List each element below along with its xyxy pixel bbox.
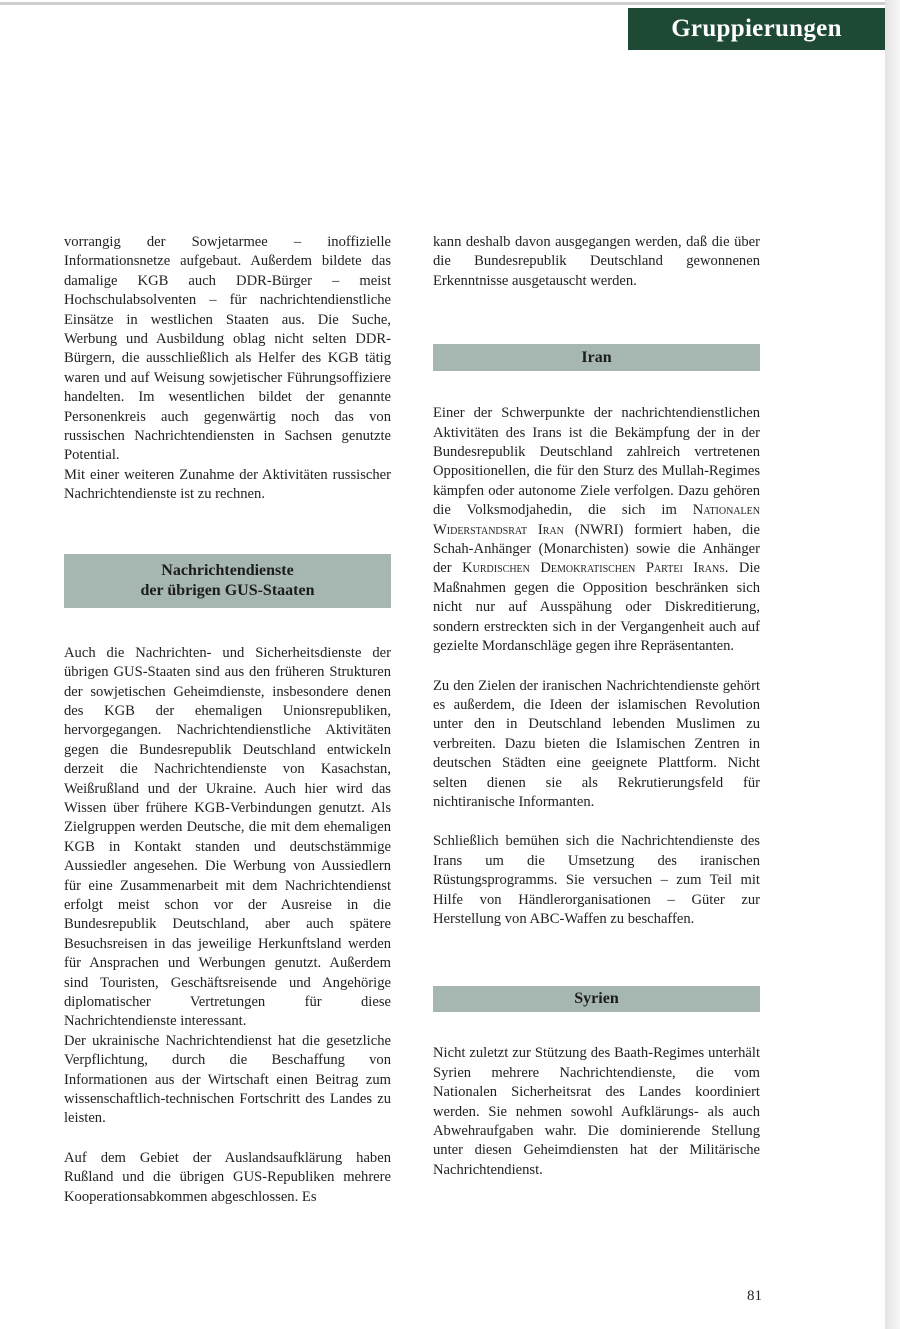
paragraph: Auf dem Gebiet der Auslandsaufklärung haben Rußland und die übrigen GUS-Republiken mehrere Kooperationsabkommen abgeschlossen. Es	[64, 1149, 391, 1205]
page-edge-shadow	[885, 0, 900, 1329]
section-heading-gus	[64, 554, 391, 608]
right-column	[433, 233, 760, 1180]
text-run: Einer der Schwerpunkte der nachrichtendienstlichen Aktivitäten des Irans ist die Bekämpfung der in der Bundesrepublik Deutschland zahlreich vertretenen Oppositionellen, die für den Sturz des Mullah-Regimes kämpfen oder autonome Ziele verfolgen. Dazu gehören die Volksmodjahedin, die sich im	[433, 405, 760, 519]
heading-line: der übrigen GUS-Staaten	[140, 581, 315, 599]
heading-line: Nachrichtendienste	[161, 561, 294, 579]
paragraph: kann deshalb davon ausgegangen werden, daß die über die Bundesrepublik Deutschland gewonnenen Erkenntnisse ausgetauscht werden.	[433, 234, 760, 289]
paragraph: Schließlich bemühen sich die Nachrichtendienste des Irans um die Umsetzung des iranischen Rüstungsprogramms. Sie versuchen – zum Teil mit Hilfe von Händlerorganisationen – Güter zur Herstellung von ABC-Waffen zu beschaffen.	[433, 833, 760, 927]
page-number: 81	[747, 1288, 762, 1304]
section-title: Gruppierungen	[671, 15, 842, 42]
text-run: (NWRI) formiert haben, die Schah-Anhänger (Monarchisten) sowie die Anhänger der	[433, 521, 761, 577]
paragraph: vorrangig der Sowjetarmee – inoffizielle Informationsnetze aufgebaut. Außerdem bildete das damalige KGB auch DDR-Bürger – meist Hochschulabsolventen – für nachrichtendienstliche Einsätze in westlichen Staaten aus. Die Suche, Werbung und Ausbildung oblag nicht selten DDR-Bürgern, die ausschließlich als Helfer des KGB tätig waren und auf Weisung sowjetischer Führungsoffiziere handelten. Im wesentlichen bildet der genannte Personenkreis auch gegenwärtig noch das von russischen Nachrichtendiensten in Sachsen genutzte Potential.	[64, 234, 391, 464]
heading-label: Syrien	[574, 990, 619, 1008]
org-name: Nationalen Widerstandsrat Iran	[433, 502, 760, 538]
top-border-rule	[0, 2, 886, 5]
org-name: Kurdischen Demokratischen Partei Irans	[462, 560, 725, 577]
paragraph: Mit einer weiteren Zunahme der Aktivitäten russischer Nachrichtendienste ist zu rechnen.	[64, 466, 391, 503]
paragraph: Auch die Nachrichten- und Sicherheitsdienste der übrigen GUS-Staaten sind aus den früheren Strukturen der sowjetischen Geheimdienste, insbesondere denen des KGB der ehemaligen Unionsrepubliken, hervorgegangen. Nachrichtendienstliche Aktivitäten gegen die Bundesrepublik Deutschland entwickeln derzeit die Nachrichtendienste von Kasachstan, Weißrußland und der Ukraine. Auch hier wird das Wissen über frühere KGB-Verbindungen genutzt. Als Zielgruppen werden Deutsche, die mit dem ehemaligen KGB in Kontakt standen und deutschstämmige Aussiedler angesehen. Die Werbung von Aussiedlern für eine Zusammenarbeit mit dem Nachrichtendienst erfolgt meist schon vor der Ausreise in die Bundesrepublik Deutschland, aber auch spätere Besuchsreisen in das jeweilige Herkunftsland werden für Ansprachen und Werbungen genutzt. Außerdem sind Touristen, Geschäftsreisende und Angehörige diplomatischer Vertretungen für diese Nachrichtendienste interessant.	[64, 644, 391, 1030]
left-column	[64, 233, 391, 1207]
paragraph: Der ukrainische Nachrichtendienst hat die gesetzliche Verpflichtung, durch die Beschaffung von Informationen aus der Wirtschaft einen Beitrag zum wissenschaftlich-technischen Fortschritt des Landes zu leisten.	[64, 1032, 391, 1127]
paragraph: Nicht zuletzt zur Stützung des Baath-Regimes unterhält Syrien mehrere Nachrichtendienste, die vom Nationalen Sicherheitsrat des Landes koordiniert werden. Sie nehmen sowohl Aufklärungs- als auch Abwehraufgaben wahr. Die dominierende Stellung unter diesen Geheimdiensten hat der Militärische Nachrichtendienst.	[433, 1045, 760, 1178]
section-heading-iran	[433, 344, 760, 371]
text-run: . Die Maßnahmen gegen die Opposition beschränken sich nicht nur auf Ausspähung oder Diskreditierung, sondern erstreckten sich in der Vergangenheit auch auf gezielte Mordanschläge gegen ihre Repräsentanten.	[433, 560, 760, 655]
heading-label: Iran	[581, 349, 612, 367]
paragraph	[433, 404, 760, 656]
section-heading-syrien	[433, 986, 760, 1012]
section-title-tab	[628, 8, 885, 50]
paragraph: Zu den Zielen der iranischen Nachrichtendienste gehört es außerdem, die Ideen der islamischen Revolution unter den in Deutschland lebenden Muslimen zu verbreiten. Dazu bieten die Islamischen Zentren in deutschen Städten eine geeignete Plattform. Nicht selten dienen sie als Rekrutierungsfeld für nichtiranische Informanten.	[433, 677, 760, 810]
